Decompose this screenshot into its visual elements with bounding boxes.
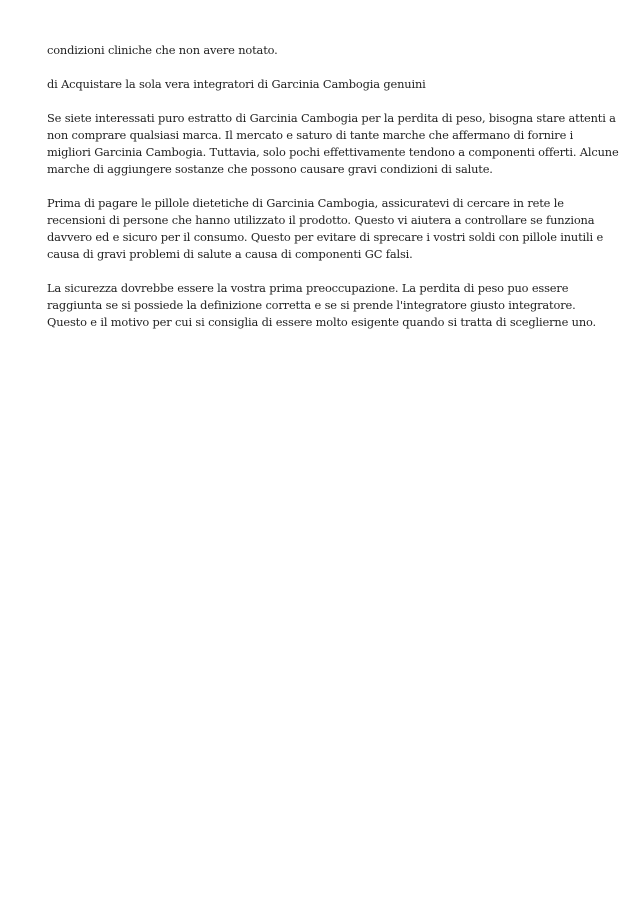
text-line: Questo e il motivo per cui si consiglia di essere molto esigente quando si tratta di sceglierne uno. <box>47 315 596 329</box>
text-line: non comprare qualsiasi marca. Il mercato e saturo di tante marche che affermano di fornire i <box>47 128 574 142</box>
text-line: marche di aggiungere sostanze che possono causare gravi condizioni di salute. <box>47 162 493 176</box>
text-line: causa di gravi problemi di salute a causa di componenti GC falsi. <box>47 247 413 261</box>
paragraph-4 <box>47 195 607 263</box>
paragraph-2 <box>47 76 607 93</box>
text-line: davvero ed e sicuro per il consumo. Questo per evitare di sprecare i vostri soldi con pillole inutili e <box>47 230 604 244</box>
paragraph-1 <box>47 42 607 59</box>
text-line: condizioni cliniche che non avere notato. <box>47 43 278 57</box>
text-line: Prima di pagare le pillole dietetiche di Garcinia Cambogia, assicuratevi di cercare in rete le <box>47 196 564 210</box>
paragraph-3 <box>47 110 619 178</box>
text-line: La sicurezza dovrebbe essere la vostra prima preoccupazione. La perdita di peso puo essere <box>47 281 569 295</box>
paragraph-5 <box>47 280 607 331</box>
text-line: di Acquistare la sola vera integratori di Garcinia Cambogia genuini <box>47 77 426 91</box>
text-line: migliori Garcinia Cambogia. Tuttavia, solo pochi effettivamente tendono a componenti offerti. Alcune <box>47 145 619 159</box>
text-line: Se siete interessati puro estratto di Garcinia Cambogia per la perdita di peso, bisogna stare attenti a <box>47 111 616 125</box>
text-line: recensioni di persone che hanno utilizzato il prodotto. Questo vi aiutera a controllare se funziona <box>47 213 595 227</box>
document-body <box>47 42 619 348</box>
text-line: raggiunta se si possiede la definizione corretta e se si prende l'integratore giusto integratore. <box>47 298 576 312</box>
